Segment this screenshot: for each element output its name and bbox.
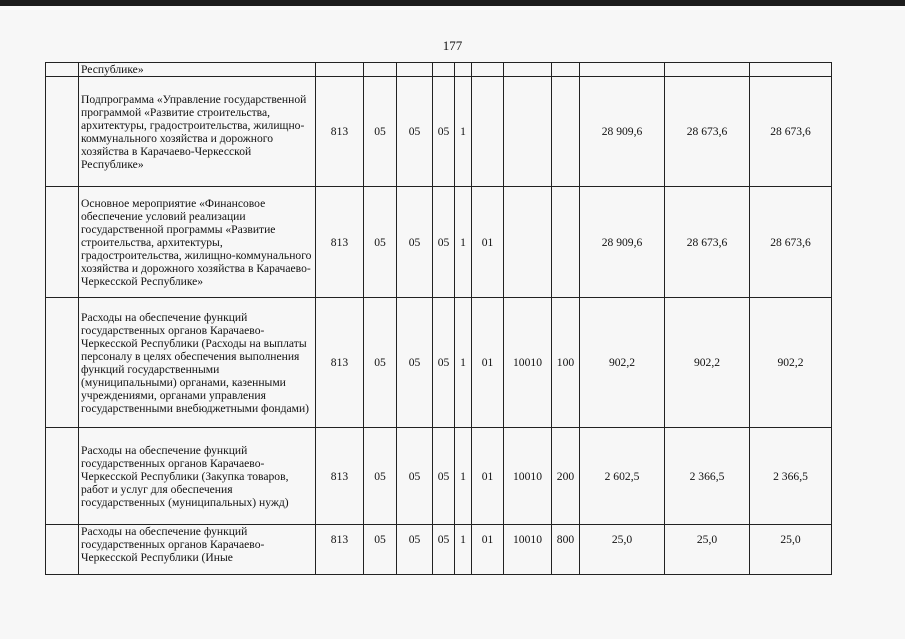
page-number: 177 [442, 38, 463, 53]
table-cell [46, 63, 79, 77]
code-cell: 05 [397, 187, 433, 298]
code-cell [433, 63, 455, 77]
amount-cell: 28 673,6 [750, 187, 832, 298]
code-cell: 1 [455, 428, 472, 525]
code-cell: 813 [316, 187, 364, 298]
amount-cell: 2 602,5 [580, 428, 665, 525]
code-cell [504, 63, 552, 77]
table-row [46, 428, 832, 525]
table-row [46, 525, 832, 575]
table-cell [46, 298, 79, 428]
amount-cell: 25,0 [580, 525, 665, 575]
code-cell: 800 [552, 525, 580, 575]
row-description: Расходы на обеспечение функций государственных органов Карачаево-Черкесской Республики (Закупка товаров, работ и услуг для обеспечения государственных (муниципальных) нужд) [79, 428, 316, 525]
code-cell: 05 [364, 187, 397, 298]
amount-cell: 28 673,6 [665, 77, 750, 187]
code-cell: 05 [397, 298, 433, 428]
amount-cell: 28 909,6 [580, 187, 665, 298]
code-cell: 05 [397, 525, 433, 575]
code-cell [504, 77, 552, 187]
code-cell [472, 63, 504, 77]
amount-cell: 902,2 [580, 298, 665, 428]
row-description: Расходы на обеспечение функций государственных органов Карачаево-Черкесской Республики (Иные [79, 525, 316, 575]
table-row [46, 298, 832, 428]
code-cell: 813 [316, 77, 364, 187]
amount-cell: 25,0 [665, 525, 750, 575]
code-cell: 01 [472, 187, 504, 298]
amount-cell: 28 673,6 [665, 187, 750, 298]
amount-cell [665, 63, 750, 77]
code-cell: 813 [316, 428, 364, 525]
code-cell [552, 187, 580, 298]
code-cell [316, 63, 364, 77]
row-description: Республике» [79, 63, 316, 77]
scan-top-edge [0, 0, 905, 6]
table-cell [46, 525, 79, 575]
code-cell: 05 [364, 525, 397, 575]
table-row [46, 187, 832, 298]
code-cell: 10010 [504, 428, 552, 525]
code-cell: 10010 [504, 525, 552, 575]
code-cell [364, 63, 397, 77]
amount-cell: 2 366,5 [665, 428, 750, 525]
code-cell: 05 [433, 187, 455, 298]
code-cell: 1 [455, 187, 472, 298]
code-cell [455, 63, 472, 77]
row-description: Основное мероприятие «Финансовое обеспечение условий реализации государственной программы «Развитие строительства, архитектуры, градостроительства, жилищно-коммунального хозяйства и дорожного хозяйства в Карачаево-Черкесской Республике» [79, 187, 316, 298]
code-cell: 05 [364, 298, 397, 428]
code-cell: 05 [397, 428, 433, 525]
amount-cell [580, 63, 665, 77]
code-cell: 813 [316, 525, 364, 575]
amount-cell: 902,2 [750, 298, 832, 428]
amount-cell: 2 366,5 [750, 428, 832, 525]
row-description: Расходы на обеспечение функций государственных органов Карачаево-Черкесской Республики (Расходы на выплаты персоналу в целях обеспечения выполнения функций государственными (муниципальными) органами, казенными учреждениями, органами управления государственными внебюджетными фондами) [79, 298, 316, 428]
code-cell: 05 [433, 525, 455, 575]
table-row [46, 77, 832, 187]
code-cell: 05 [397, 77, 433, 187]
code-cell: 05 [433, 77, 455, 187]
code-cell: 01 [472, 298, 504, 428]
amount-cell: 25,0 [750, 525, 832, 575]
table-row [46, 63, 832, 77]
code-cell: 200 [552, 428, 580, 525]
table-cell [46, 187, 79, 298]
code-cell [552, 63, 580, 77]
code-cell: 1 [455, 77, 472, 187]
code-cell [504, 187, 552, 298]
amount-cell [750, 63, 832, 77]
amount-cell: 902,2 [665, 298, 750, 428]
row-description: Подпрограмма «Управление государственной программой «Развитие строительства, архитектуры, градостроительства, жилищно-коммунального хозяйства и дорожного хозяйства в Карачаево-Черкесской Республике» [79, 77, 316, 187]
code-cell: 813 [316, 298, 364, 428]
code-cell: 100 [552, 298, 580, 428]
code-cell: 1 [455, 525, 472, 575]
code-cell: 05 [364, 428, 397, 525]
code-cell [552, 77, 580, 187]
code-cell: 01 [472, 428, 504, 525]
code-cell: 10010 [504, 298, 552, 428]
budget-table [45, 62, 832, 575]
code-cell: 05 [364, 77, 397, 187]
table-cell [46, 428, 79, 525]
amount-cell: 28 673,6 [750, 77, 832, 187]
code-cell [472, 77, 504, 187]
code-cell: 1 [455, 298, 472, 428]
code-cell: 05 [433, 298, 455, 428]
code-cell: 05 [433, 428, 455, 525]
code-cell [397, 63, 433, 77]
table-cell [46, 77, 79, 187]
code-cell: 01 [472, 525, 504, 575]
amount-cell: 28 909,6 [580, 77, 665, 187]
